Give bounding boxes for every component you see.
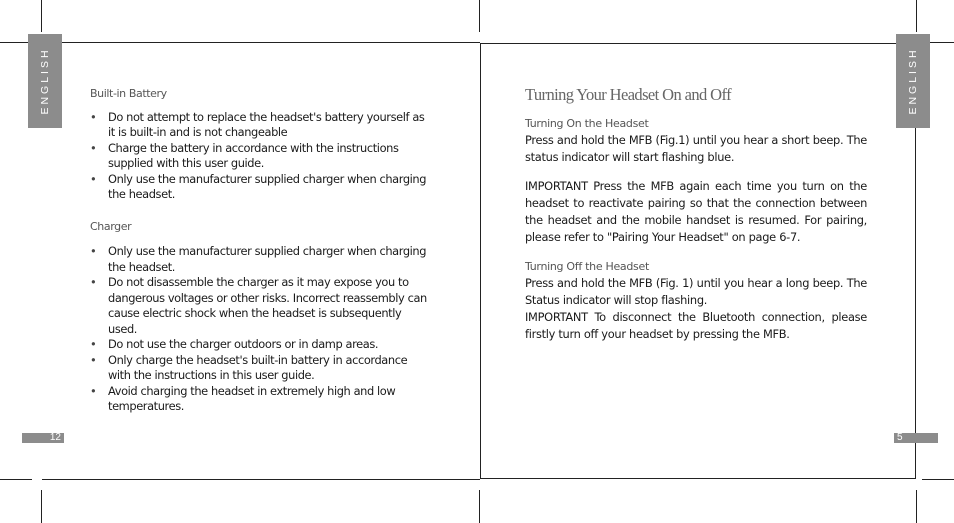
subheading-turn-on: Turning On the Headset bbox=[525, 117, 649, 130]
crop-mark bbox=[922, 479, 954, 480]
paragraph-important-1: IMPORTANT Press the MFB again each time you turn on the headset to reactivate pairing so that the connection between the headset and the mobile handset is resumed. For pairing, please refer to "Pairing Your Headset" on page 6-7. bbox=[525, 179, 867, 244]
paragraph-important-2: IMPORTANT To disconnect the Bluetooth connection, please firstly turn off your headset by pressing the MFB. bbox=[525, 310, 867, 341]
language-tab-left bbox=[28, 34, 62, 128]
list-item: • Charge the battery in accordance with the instructions supplied with this user guide. bbox=[90, 140, 399, 170]
list-item: • Only use the manufacturer supplied charger when charging the headset. bbox=[90, 171, 427, 201]
charger-list bbox=[90, 244, 430, 415]
crop-mark bbox=[479, 0, 480, 32]
list-item: • Do not attempt to replace the headset's battery yourself as it is built-in and is not changeable bbox=[90, 109, 425, 139]
right-page-content bbox=[525, 86, 867, 349]
page-edge-line bbox=[62, 42, 480, 43]
crop-mark bbox=[41, 490, 42, 523]
crop-mark bbox=[479, 490, 480, 523]
crop-mark bbox=[0, 479, 32, 480]
list-item: • Do not disassemble the charger as it may expose you to dangerous voltages or other risks. Incorrect reassembly can cause electric shock when the headset is subsequently used. bbox=[90, 275, 427, 336]
crop-mark bbox=[916, 490, 917, 523]
paragraph-turn-off: Press and hold the MFB (Fig. 1) until you hear a long beep. The Status indicator will stop flashing. bbox=[525, 276, 867, 307]
subheading-turn-off: Turning Off the Headset bbox=[525, 260, 649, 273]
section-heading-battery: Built-in Battery bbox=[90, 87, 167, 100]
list-item: • Only charge the headset's built-in battery in accordance with the instructions in this user guide. bbox=[90, 352, 408, 382]
list-item: • Avoid charging the headset in extremely high and low temperatures. bbox=[90, 383, 396, 413]
page-number-text: 12 bbox=[49, 432, 61, 443]
left-page-content bbox=[90, 86, 430, 431]
language-tab-right bbox=[896, 34, 930, 128]
page-title: Turning Your Headset On and Off bbox=[525, 85, 731, 104]
language-tab-label: ENGLISH bbox=[39, 47, 51, 115]
page-number-text: 5 bbox=[897, 432, 903, 443]
list-item: • Only use the manufacturer supplied charger when charging the headset. bbox=[90, 244, 427, 274]
crop-mark bbox=[41, 0, 42, 32]
list-item: • Do not use the charger outdoors or in damp areas. bbox=[90, 337, 379, 351]
page-number-right bbox=[894, 433, 938, 443]
section-heading-charger: Charger bbox=[90, 219, 132, 233]
page-number-left bbox=[22, 433, 64, 443]
language-tab-label: ENGLISH bbox=[907, 47, 919, 115]
page-edge-line bbox=[42, 479, 480, 480]
paragraph-turn-on: Press and hold the MFB (Fig.1) until you hear a short beep. The status indicator will start flashing blue. bbox=[525, 133, 867, 164]
crop-mark bbox=[916, 0, 917, 32]
battery-list bbox=[90, 110, 430, 203]
